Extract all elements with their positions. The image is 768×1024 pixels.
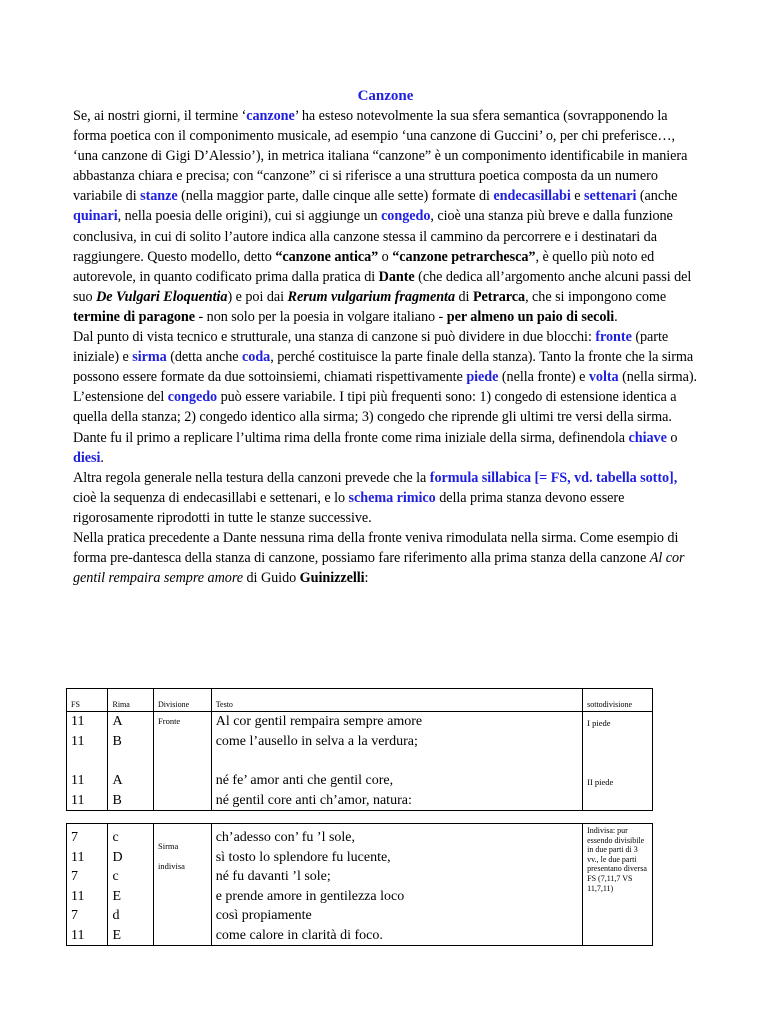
text-run: (che dedica all’argomento anche alcuni passi del suo <box>73 268 692 305</box>
divisione-cell <box>154 824 212 946</box>
text-run: Nella pratica precedente a Dante nessuna rima della fronte veniva rimodulata nella sirma. Come esempio di forma pre-dantesca della stanza di canzone, possiamo fare riferimento alla prima stanza della canzone <box>73 529 679 567</box>
text-run: Dal punto di vista tecnico e strutturale, una stanza di canzone si può dividere in due blocchi: <box>73 329 596 346</box>
fs-value: 11 <box>71 773 85 788</box>
text-run: cioè la sequenza di endecasillabi e settenari, e lo <box>73 489 349 506</box>
fs-value: 7 <box>71 830 78 845</box>
rima-value: B <box>112 733 122 749</box>
testo-cell <box>211 824 582 946</box>
verse-line: ch’adesso con’ fu ’l sole, <box>215 830 356 845</box>
keyword-endecasillabi: endecasillabi <box>493 188 571 205</box>
text-run: L’estensione del <box>73 389 168 406</box>
text-run: : <box>364 570 369 587</box>
keyword-diesi: diesi <box>73 449 101 466</box>
rima-value: D <box>112 849 123 865</box>
text-run: o <box>666 429 678 446</box>
fs-value: 11 <box>71 733 85 749</box>
keyword-coda: coda <box>242 349 271 366</box>
rima-value: E <box>112 927 122 943</box>
fs-value: 11 <box>71 714 85 729</box>
keyword-fronte: fronte <box>595 329 632 346</box>
header-divisione: Divisione <box>154 689 212 712</box>
fs-value: 7 <box>71 869 78 884</box>
text-run: (detta anche <box>166 349 243 366</box>
keyword-piede: piede <box>466 369 499 386</box>
table-header-row <box>67 689 653 712</box>
keyword-sirma: sirma <box>132 349 167 366</box>
verse-line: come l’ausello in selva a la verdura; <box>215 733 418 749</box>
verse-line: così propiamente <box>215 908 312 923</box>
divisione-cell <box>154 712 212 811</box>
text-run: . <box>100 449 104 466</box>
paragraph-3 <box>73 387 698 427</box>
paragraph-1 <box>73 106 698 327</box>
header-rima: Rima <box>108 689 154 712</box>
text-run: (nella maggior parte, dalle cinque alle sette) formate di <box>177 188 494 205</box>
divisione-value: indivisa <box>158 861 185 871</box>
fs-cell <box>67 824 108 946</box>
fs-value: 7 <box>71 908 78 923</box>
text-run: (parte iniziale) e <box>73 329 669 366</box>
text-run: , nella poesia delle origini), cui si aggiunge un <box>117 208 382 225</box>
divisione-value: Sirma <box>158 841 179 851</box>
paragraph-2 <box>73 327 698 387</box>
text-run: ’ ha esteso notevolmente la sua sfera semantica (sovrapponendo la forma poetica con il componimento musicale, ad esempio ‘una canzone di Guccini’ o, per chi preferisce…, ‘una canzone di Gigi D’Alessio’), in metrica italiana “canzone” è un componimento identificabile in maniera abbastanza chiara e precisa; con “canzone” ci si riferisce a una struttura poetica composta da un numero variabile di <box>73 108 688 205</box>
body-text <box>73 106 698 588</box>
divisione-value: Fronte <box>158 716 181 726</box>
rima-cell <box>108 824 154 946</box>
text-run: Se, ai nostri giorni, il termine ‘ <box>73 108 247 124</box>
text-run: della prima stanza devono essere rigorosamente riprodotti in tutte le stanze successive. <box>73 489 625 526</box>
rima-value: E <box>112 888 122 904</box>
keyword-settenari: settenari <box>584 188 637 205</box>
rima-value: c <box>112 830 119 845</box>
spacer <box>587 729 648 777</box>
keyword-quinari: quinari <box>73 208 118 225</box>
stanza-gap <box>71 751 103 771</box>
paragraph-5 <box>73 468 698 528</box>
text-run: , è quello più noto ed autorevole, in quanto codificato prima dalla pratica di <box>73 248 655 285</box>
title-al-cor-gentil: Al cor gentil rempaira sempre amore <box>73 550 685 587</box>
text-run: di <box>455 288 473 305</box>
text-run: Altra regola generale nella testura della canzoni prevede che la <box>73 469 430 486</box>
text-run: o <box>378 248 393 265</box>
header-sottodivisione: sottodivisione <box>583 689 653 712</box>
page-title: Canzone <box>357 88 414 104</box>
text-run: (nella fronte) e <box>498 369 589 386</box>
bold-dante: Dante <box>378 268 415 285</box>
table-row <box>67 712 653 811</box>
verse-line: come calore in clarità di foco. <box>215 927 383 943</box>
header-fs: FS <box>67 689 108 712</box>
title-de-vulgari-eloquentia: De Vulgari Eloquentia <box>96 288 228 305</box>
keyword-congedo: congedo <box>381 208 431 225</box>
text-run: ) e poi dai <box>227 288 288 305</box>
fronte-table <box>66 688 653 811</box>
paragraph-6 <box>73 528 698 588</box>
verse-line: e prende amore in gentilezza loco <box>215 888 405 904</box>
paragraph-4 <box>73 428 698 468</box>
fs-value: 11 <box>71 849 85 865</box>
bold-almeno-un-paio: per almeno un paio di secoli <box>446 308 615 325</box>
rima-value: d <box>112 908 120 923</box>
table-row <box>67 824 653 946</box>
sirma-note: Indivisa: pur essendo divisibile in due parti di 3 vv., le due parti presentano diversa FS (7,11,7 VS 11,7,11) <box>587 826 647 893</box>
fs-value: 11 <box>71 927 85 943</box>
verse-line: Al cor gentil rempaira sempre amore <box>215 714 423 729</box>
keyword-congedo: congedo <box>167 389 218 406</box>
sottodivisione-cell <box>583 712 653 811</box>
text-run: può essere variabile. I tipi più frequenti sono: 1) congedo di estensione identica a quella della stanza; 2) congedo identico alla sirma; 3) congedo che riprende gli ultimi tre versi della sirma. <box>73 389 677 426</box>
verse-line: sì tosto lo splendore fu lucente, <box>215 849 391 865</box>
rima-value: B <box>112 792 122 808</box>
fs-value: 11 <box>71 792 85 808</box>
rima-value: c <box>112 869 119 884</box>
rima-value: A <box>112 773 123 788</box>
keyword-canzone: canzone <box>246 108 295 124</box>
testo-cell <box>211 712 582 811</box>
verse-line: né gentil core anti ch’amor, natura: <box>215 792 412 808</box>
sottodivisione-cell <box>583 824 653 946</box>
stanza-gap <box>112 751 149 771</box>
text-run: (nella sirma). <box>618 369 698 386</box>
text-run: (anche <box>636 188 678 205</box>
rima-cell <box>108 712 154 811</box>
text-run: - non solo per la poesia in volgare italiano - <box>195 308 447 325</box>
keyword-stanze: stanze <box>140 188 178 205</box>
keyword-chiave: chiave <box>628 429 667 446</box>
text-run: e <box>570 188 585 205</box>
text-run: , che si impongono come <box>525 288 667 305</box>
stanza-gap <box>216 751 578 771</box>
text-run: Dante fu il primo a replicare l’ultima rima della fronte come rima iniziale della sirma, definendola <box>73 429 629 446</box>
bold-petrarca: Petrarca <box>472 288 526 305</box>
bold-guinizzelli: Guinizzelli <box>299 570 365 587</box>
fs-cell <box>67 712 108 811</box>
bold-canzone-antica: “canzone antica” <box>275 248 379 265</box>
text-run: , cioè una stanza più breve e dalla funzione conclusiva, in cui di solito l’autore indica alla canzone stessa il cammino da percorrere e i destinatari da raggiungere. Questo modello, detto <box>73 208 673 265</box>
sottodivisione-value: I piede <box>587 718 611 728</box>
keyword-formula-sillabica: formula sillabica [= FS, vd. tabella sotto], <box>429 469 678 486</box>
text-run: , perché costituisce la parte finale della stanza). Tanto la fronte che la sirma possono essere formate da due sottoinsiemi, chiamati rispettivamente <box>73 349 694 386</box>
keyword-volta: volta <box>588 369 619 386</box>
bold-termine-di-paragone: termine di paragone <box>73 308 195 325</box>
rima-value: A <box>112 714 123 729</box>
sottodivisione-value: II piede <box>587 777 614 787</box>
text-run: di Guido <box>243 570 300 587</box>
header-testo: Testo <box>211 689 582 712</box>
keyword-schema-rimico: schema rimico <box>348 489 436 506</box>
document-page <box>73 86 698 588</box>
bold-canzone-petrarchesca: “canzone petrarchesca” <box>392 248 536 265</box>
sirma-table <box>66 823 653 946</box>
verse-line: né fe’ amor anti che gentil core, <box>215 773 394 788</box>
text-run: . <box>614 308 618 325</box>
title-rerum-vulgarium-fragmenta: Rerum vulgarium fragmenta <box>287 288 455 305</box>
fs-value: 11 <box>71 888 85 904</box>
verse-line: né fu davanti ’l sole; <box>215 869 331 884</box>
